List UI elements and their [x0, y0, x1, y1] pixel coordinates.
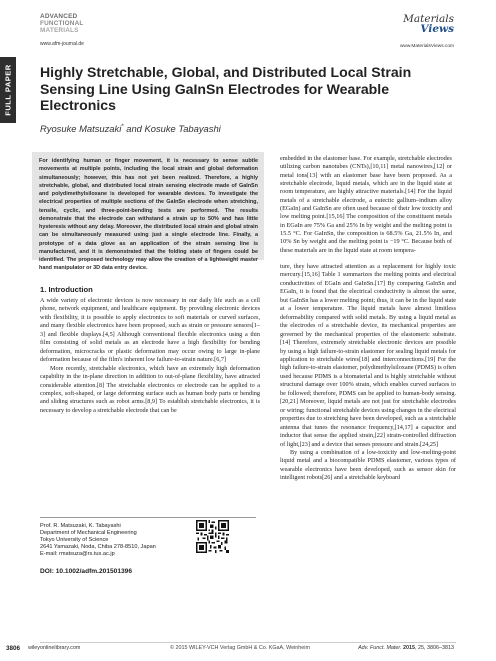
affiliation-line: 2641 Yamazaki, Noda, Chiba 278-8510, Japan — [40, 544, 156, 551]
citation-rest: , 25, 3806–3813 — [415, 645, 454, 651]
section-heading: 1. Introduction — [40, 285, 93, 294]
body-paragraph: ture, they have attracted attention as a replacement for highly toxic mercury.[15,16] Table 1 summarizes the melting points and electrical conductivities of EGaIn and GaInSn.[17] By comparing GaInSn and EGaIn, it is found that the electrical conductivity is almost the same, but GaInSn has a lower melting point; thus, it can be in the liquid state at a lower temperature. The liquid metals have almost limitless deformability compared with solid metals. By using a liquid metal as the electrodes of a stretchable device, its mechanical properties are governed by the mechanical properties of the elastomeric substrate.[14] Therefore, extremely stretchable electronic devices are possible by using a high failure-to-strain elastomer for sealing liquid metals for application to stretchable wires[18] and interconnections.[19] For the high failure-to-strain elastomer, polydimethylsiloxane (PDMS) is often used because PDMS is a biomaterial and is highly stretchable without structural damage over 100% strain, which enables curved surfaces to be followed; therefore, PDMS can be applied to human-body sensing.[20,21] Moreover, liquid metals are not just for stretchable electrodes or wiring; functional stretchable devices using changes in the electrical properties due to stretching have been developed, such as a stretchable antenna that tunes the resonance frequency,[14,17] a capacitor and inductor that sense the applied strain,[22] strain-controlled diffraction of light,[23] and a device that senses pressure and strain.[24,25] — [280, 263, 456, 448]
journal-logo-line: FUNCTIONAL — [40, 19, 84, 27]
journal-logo-line: MATERIALS — [40, 26, 79, 34]
footer-divider — [40, 642, 456, 643]
journal-logo-line: ADVANCED — [40, 13, 78, 20]
footer-site-link[interactable]: wileyonlinelibrary.com — [28, 645, 81, 651]
right-column-bottom — [280, 263, 456, 483]
brand-logo — [364, 14, 454, 34]
citation-journal: Adv. Funct. Mater. — [358, 645, 402, 651]
journal-logo — [40, 14, 120, 34]
journal-url[interactable]: www.afm-journal.de — [40, 41, 84, 47]
right-column-top — [280, 155, 452, 255]
affiliation-divider — [40, 517, 256, 518]
citation-year: 2015 — [403, 645, 416, 651]
abstract-box — [32, 152, 264, 272]
article-title: Highly Stretchable, Global, and Distributed Local Strain Sensing Line Using GaInSn Electrodes for Wearable Electronics — [40, 64, 412, 114]
affiliation-block — [40, 523, 180, 558]
body-paragraph: More recently, stretchable electronics, which have an extremely high deformation capability in the in-plane direction in addition to out-of-plane flexibility, have attracted considerable attention.[8] The stretchable electronics or electrode can be applied to a complex, soft-shaped, or large deforming surface such as human body parts or bending and sliding structures such as robot arms.[8,9] To establish stretchable electronics, it is necessary to develop a stretchable electrode that can be — [40, 364, 260, 414]
article-authors — [40, 123, 221, 134]
body-paragraph: By using a combination of a low-toxicity and low-melting-point liquid metal and a biocompatible PDMS elastomer, various types of wearable electronics have been developed, such as sensor skin for intelligent robots[26] and a stretchable keyboard — [280, 448, 456, 482]
affiliation-line: Department of Mechanical Engineering — [40, 530, 137, 537]
left-column — [40, 297, 260, 415]
brand-url[interactable]: www.MaterialsViews.com — [399, 44, 454, 49]
body-paragraph: embedded in the elastomer base. For example, stretchable electrodes utilizing carbon nanotubes (CNTs),[10,11] metal nanowires,[12] or metal ions[13] with an elastomer base have been proposed. As a stretchable electrode, liquid metals, which are in the liquid state at room temperature, are highly attractive materials.[14] For the liquid metals of a stretchable electrode, a eutectic gallium–indium alloy (EGaIn) and GaInSn are often used because of their low toxicity and low melting point.[15,16] The composition of the constituent metals in EGaIn are 75% Ga and 25% In by weight and the melting point is 15.5 °C. For GaInSn, the composition is 68.5% Ga, 21.5% In, and 10% Sn by weight and the melting point is −19 °C. Because both of these materials are in the liquid state at room tempera- — [280, 155, 452, 254]
affiliation-email[interactable]: E-mail: rmatsuza@rs.tus.ac.jp — [40, 551, 115, 558]
doi[interactable]: DOI: 10.1002/adfm.201501396 — [40, 568, 133, 575]
author-name: Ryosuke Matsuzaki — [40, 123, 122, 134]
author-rest: and Kosuke Tabayashi — [123, 123, 221, 134]
abstract-text: For identifying human or finger movement, it is necessary to sense subtle movements at multiple points, including the local strain and global deformation simultaneously; however, this has not yet been realized. Therefore, a highly stretchable, global, and distributed local strain sensing electrode made of GaInSn and polydimethylsiloxane is developed for wearable devices. To investigate the electrical properties of multiple sections of the GaInSn electrode when stretching, tensile, cyclic, and three-point-bending tests are performed. The results demonstrate that the electrode can withstand a strain up to 50% and has little hysteresis without any delay. Moreover, the distributed local strain and global strain can be simultaneously measured using just a single electrode line. Finally, a prototype of a data glove as an application of the strain sensing line is manufactured, and it is demonstrated that the folding state of fingers could be identified. The proposed technology may allow the creation of a lightweight master hand manipulator or 3D data entry device. — [39, 158, 258, 272]
citation — [358, 645, 454, 651]
section-tab-label: FULL PAPER — [3, 64, 13, 116]
section-tab — [0, 57, 16, 123]
affiliation-line: Tokyo University of Science — [40, 537, 109, 544]
qr-code-icon[interactable] — [196, 520, 229, 553]
copyright-notice: © 2015 WILEY-VCH Verlag GmbH & Co. KGaA, Weinheim — [170, 645, 310, 651]
corresponding-author-marker: * — [121, 123, 124, 130]
brand-mark-line2: Views — [420, 23, 454, 35]
affiliation-line: Prof. R. Matsuzaki, K. Tabayashi — [40, 523, 121, 529]
brand-mark-line1: Materials — [403, 13, 454, 25]
body-paragraph: A wide variety of electronic devices is now necessary in our daily life such as a cell phone, network equipment, and healthcare equipment. By providing electronic devices with flexibility, it is possible to apply electronics to soft materials or curved surfaces, and many flexible electronics have been proposed, such as strain or pressure sensors[1–3] and flexible displays.[4,5] Although conventional flexible electronics using a thin film consisting of solid metals as an electrode have a high flexibility for bending deformation, microcracks or plastic deformation may occur owing to large in-plane deformation because of the film's inherent low failure-to-strain nature.[6,7] — [40, 297, 260, 364]
page-number: 3806 — [6, 645, 21, 652]
